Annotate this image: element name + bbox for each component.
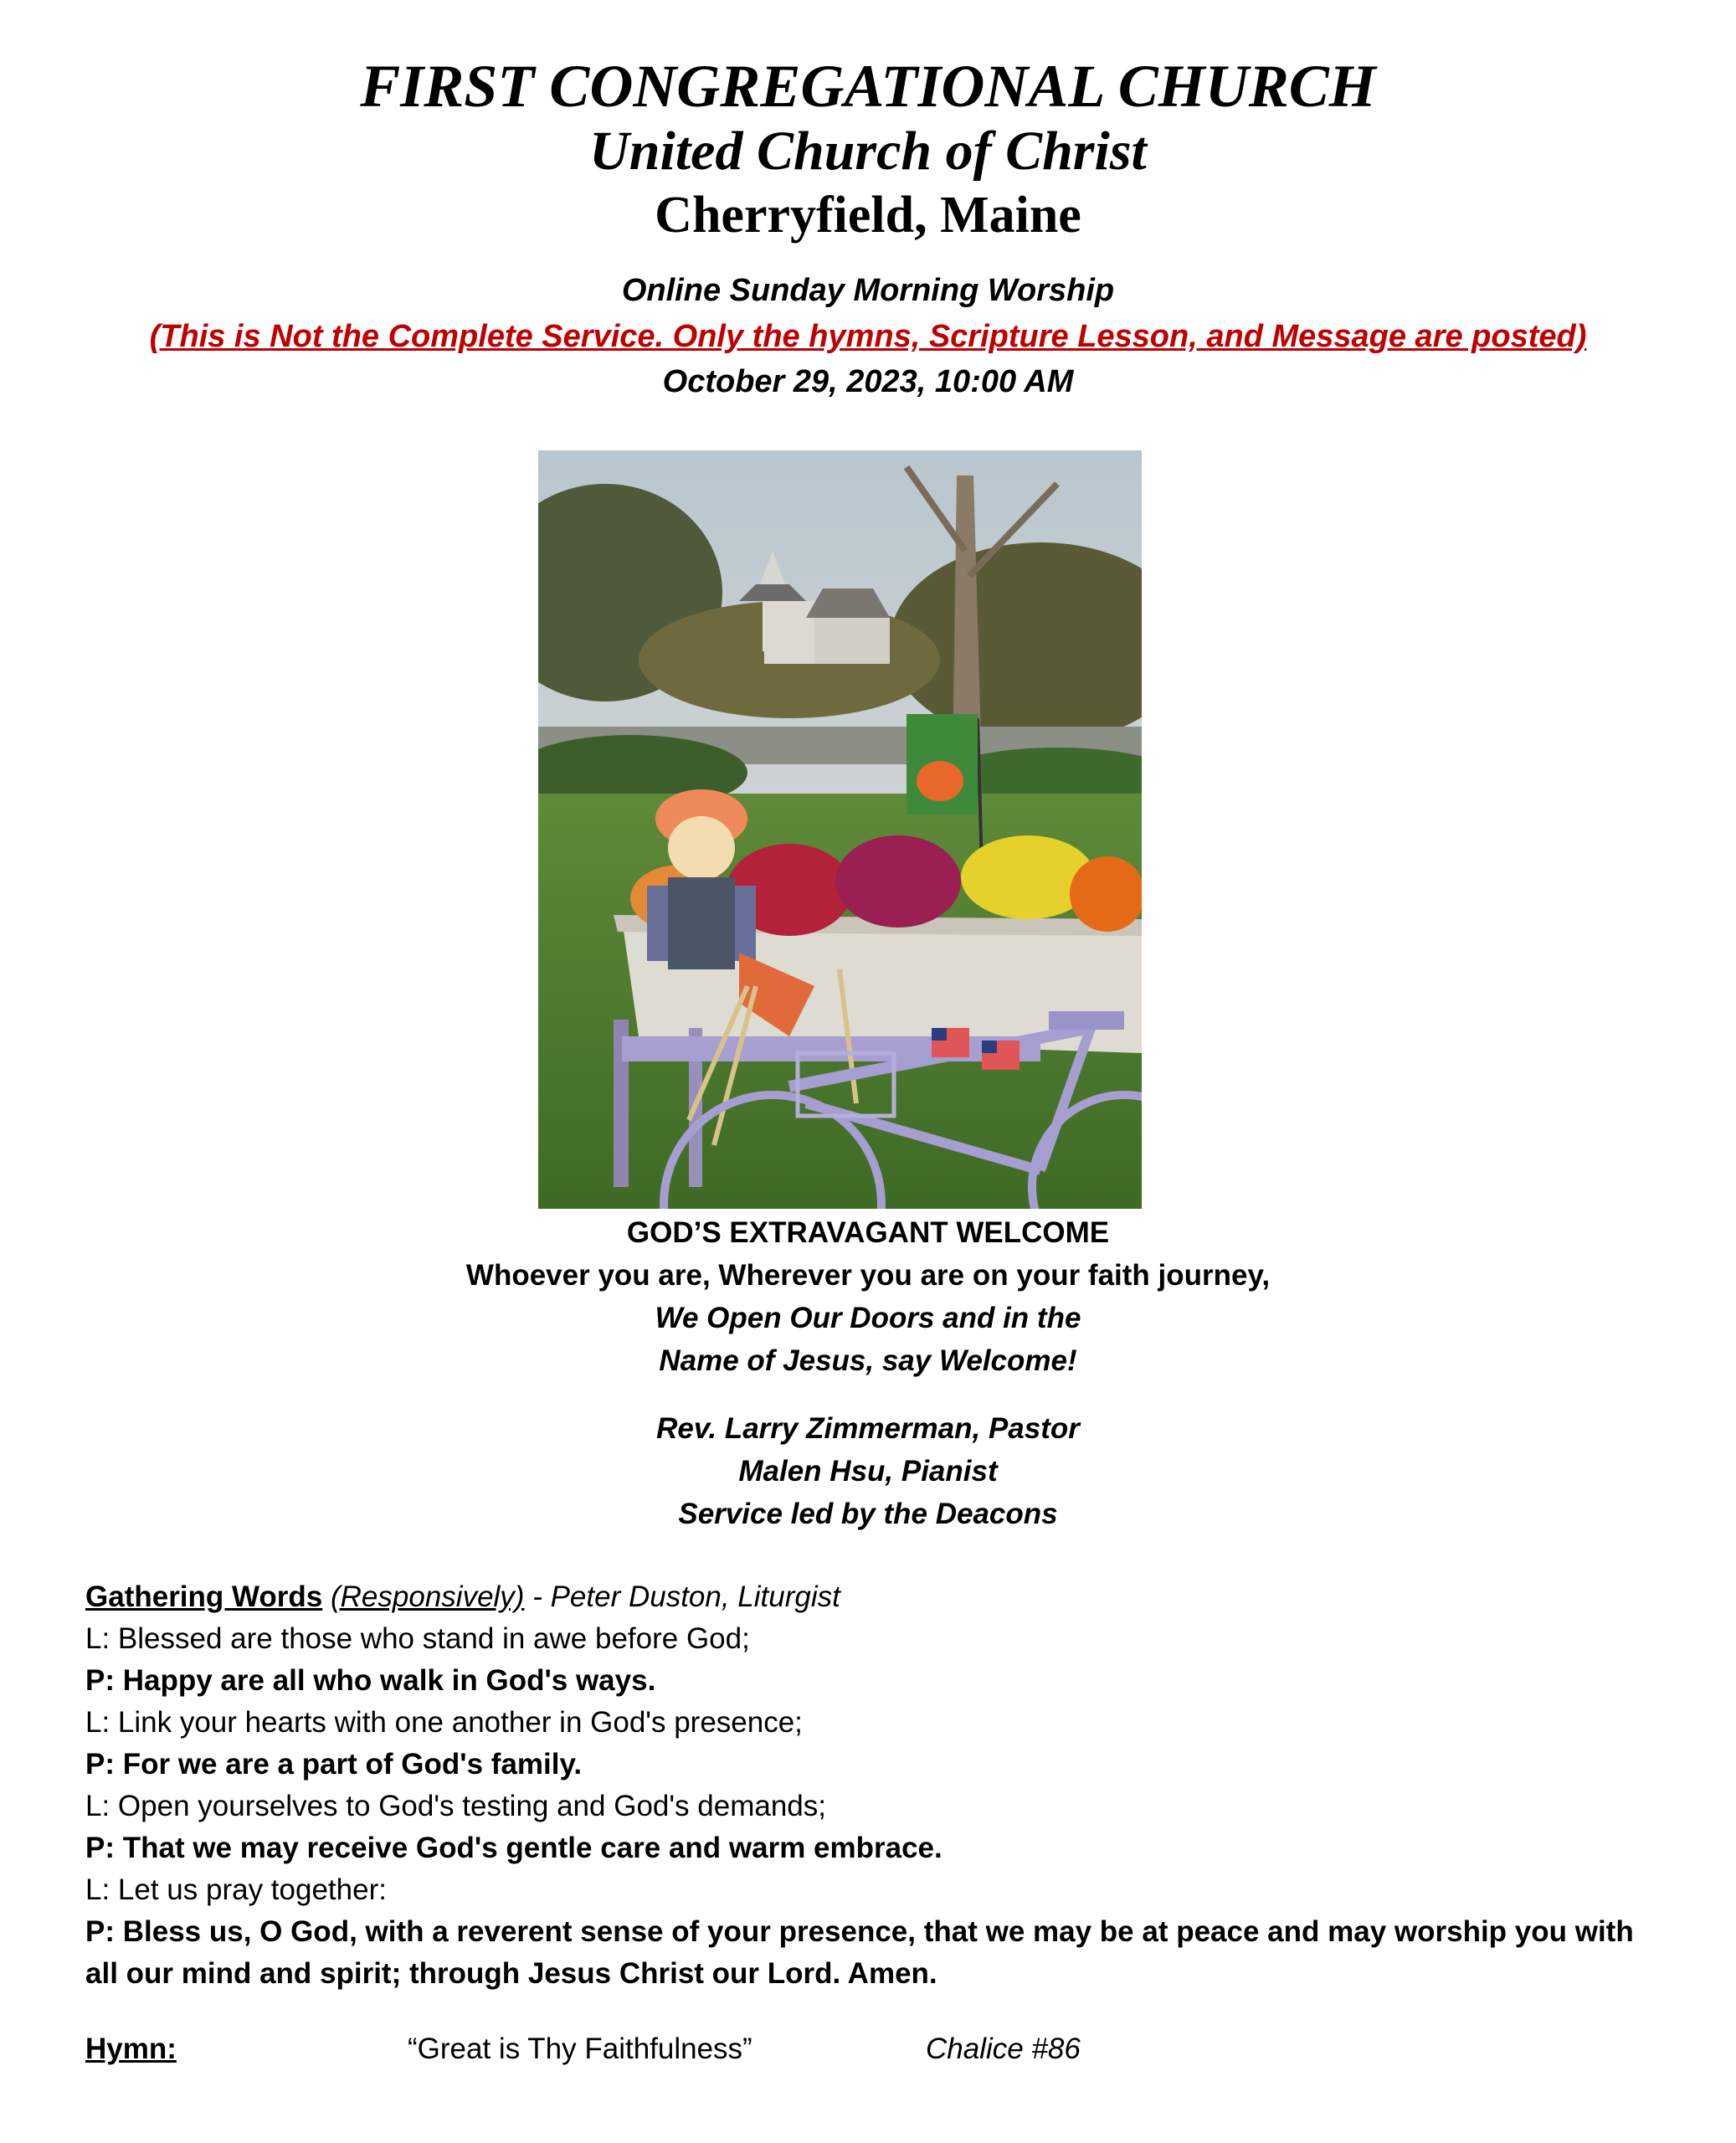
welcome-line: We Open Our Doors and in the <box>655 1302 1081 1334</box>
service-title: Online Sunday Morning Worship <box>621 273 1115 308</box>
welcome-line: Whoever you are, Wherever you are on your faith journey, <box>465 1259 1271 1292</box>
service-notice: (This is Not the Complete Service. Only the hymns, Scripture Lesson, and Message are posted) <box>149 319 1587 354</box>
leaders-credit: Service led by the Deacons <box>678 1498 1058 1530</box>
church-location: Cherryfield, Maine <box>655 187 1081 244</box>
welcome-line: Name of Jesus, say Welcome! <box>659 1344 1077 1377</box>
gathering-liturgist: - Peter Duston, Liturgist <box>524 1580 840 1613</box>
denomination: United Church of Christ <box>589 121 1147 182</box>
service-date: October 29, 2023, 10:00 AM <box>662 364 1074 399</box>
gathering-mode: (Responsively) <box>331 1580 525 1613</box>
church-name: FIRST CONGREGATIONAL CHURCH <box>360 53 1376 120</box>
pianist-credit: Malen Hsu, Pianist <box>738 1455 998 1488</box>
gathering-title: Gathering Words <box>85 1580 323 1613</box>
leader-line: L: Open yourselves to God's testing and God's demands; <box>85 1790 826 1822</box>
responsive-reading <box>85 1618 1659 1995</box>
leader-line: L: Blessed are those who stand in awe before God; <box>85 1622 750 1655</box>
hymn-label: Hymn: <box>85 2033 177 2065</box>
people-line: P: Happy are all who walk in God's ways. <box>85 1664 656 1697</box>
hymn-number: Chalice #86 <box>926 2033 1081 2065</box>
welcome-title: GOD’S EXTRAVAGANT WELCOME <box>626 1216 1110 1249</box>
leader-line: L: Link your hearts with one another in God's presence; <box>85 1706 803 1739</box>
pastor-credit: Rev. Larry Zimmerman, Pastor <box>656 1412 1080 1445</box>
people-line: P: That we may receive God's gentle care and warm embrace. <box>85 1832 942 1864</box>
gathering-heading <box>85 1576 840 1618</box>
leader-line: L: Let us pray together: <box>85 1873 387 1906</box>
hymn-title: “Great is Thy Faithfulness” <box>408 2033 752 2065</box>
people-prayer: P: Bless us, O God, with a reverent sense of your presence, that we may be at peace and may worship you with all our mind and spirit; through Jesus Christ our Lord. Amen. <box>85 1915 1634 1990</box>
autumn-church-photo <box>538 450 1142 1209</box>
people-line: P: For we are a part of God's family. <box>85 1748 583 1781</box>
